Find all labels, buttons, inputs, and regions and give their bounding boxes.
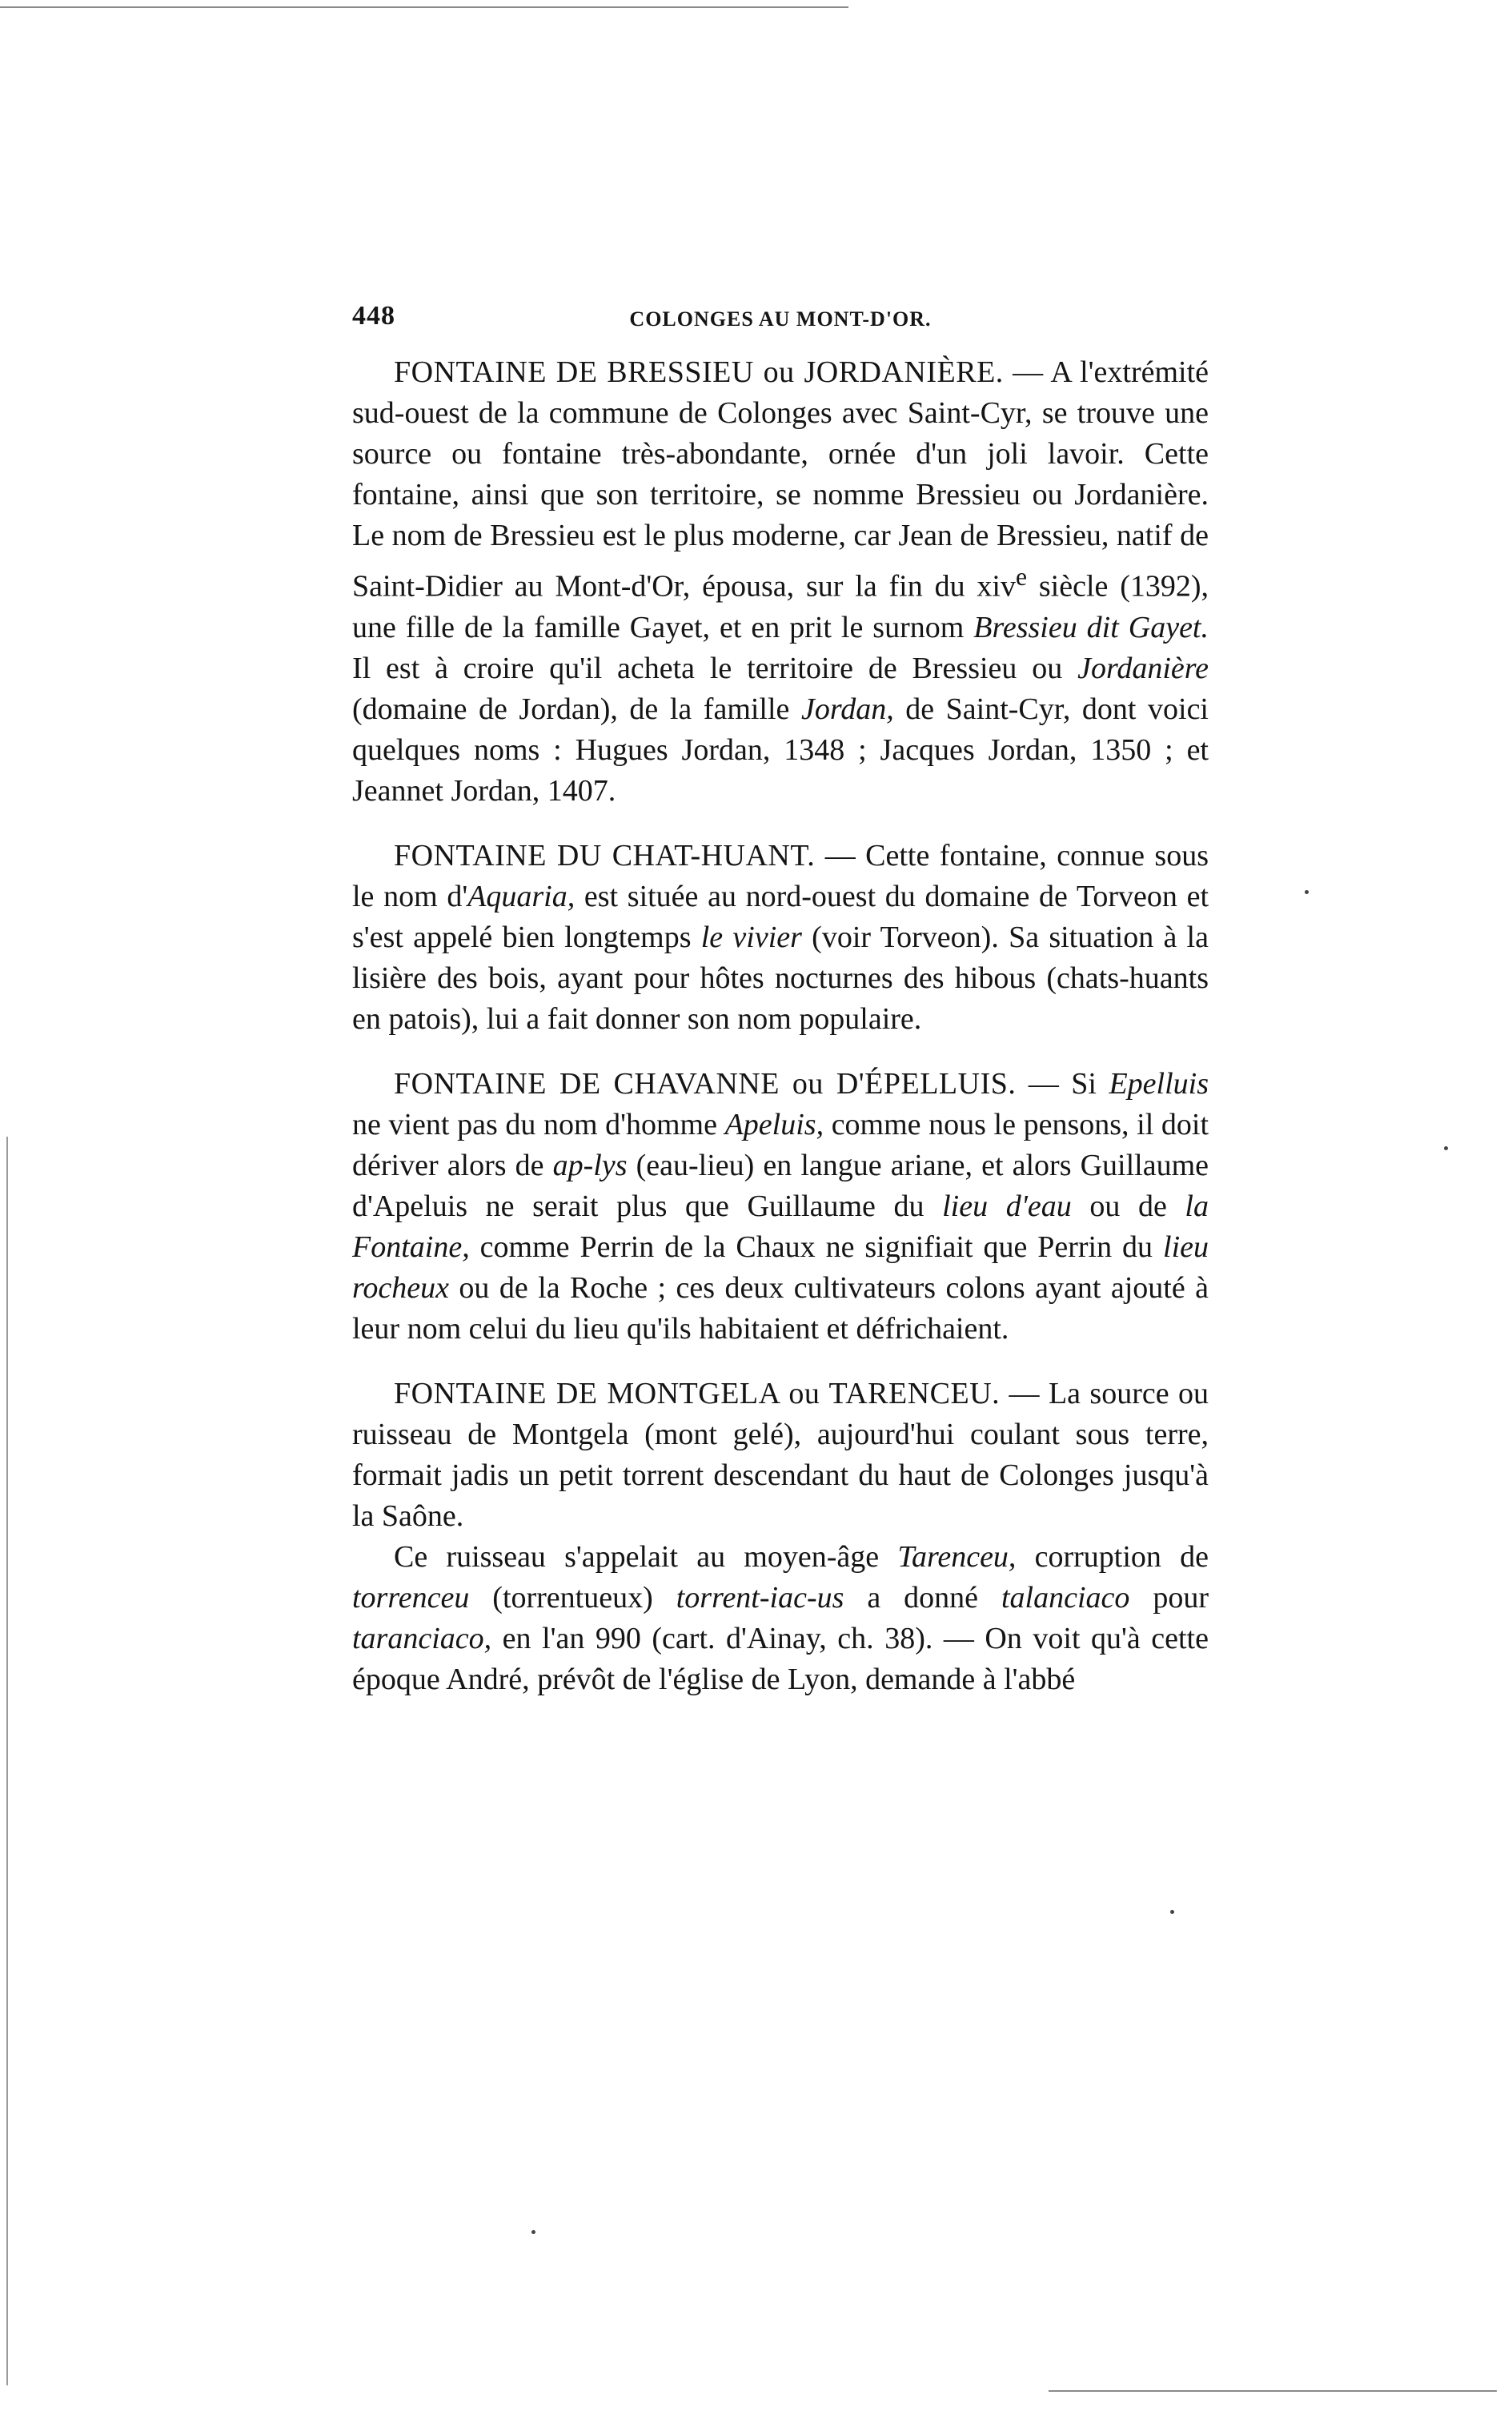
running-title: COLONGES AU MONT-D'OR. xyxy=(629,307,932,331)
paragraph xyxy=(352,352,1209,812)
italic-term: taranciaco, xyxy=(352,1621,492,1655)
italic-term: Jordanière xyxy=(1077,651,1209,685)
text-run: siècle (1392), une fille de la famille Gayet, et en prit le surnom xyxy=(352,569,1209,644)
text-run: (torrentueux) xyxy=(469,1580,676,1615)
text-run: comme nous le pensons, il doit dériver alors de xyxy=(352,1107,1209,1182)
italic-term: talanciaco xyxy=(1001,1580,1130,1615)
text-run: (voir Torveon). Sa situation à la lisière des bois, ayant pour hôtes nocturnes des hibous (chats-huants en patois), lui a fait donner son nom populaire. xyxy=(352,920,1209,1036)
italic-term: lieu rocheux xyxy=(352,1230,1209,1305)
italic-term: Bressieu dit Gayet. xyxy=(973,610,1209,644)
text-run: est située au nord-ouest du domaine de Torveon et s'est appelé bien longtemps xyxy=(352,879,1209,954)
scan-edge-left xyxy=(6,1137,8,2385)
text-run: (eau-lieu) en langue ariane, et alors Guillaume d'Apeluis ne serait plus que Guillaume du xyxy=(352,1148,1209,1223)
text-run: comme Perrin de la Chaux ne signifiait que Perrin du xyxy=(469,1230,1164,1264)
text-run: — Si xyxy=(1016,1066,1109,1101)
italic-term: Epelluis xyxy=(1109,1066,1209,1101)
text-run: a donné xyxy=(844,1580,1001,1615)
italic-term: torrent-iac-us xyxy=(676,1580,844,1615)
text-run: ne vient pas du nom d'homme xyxy=(352,1107,725,1141)
scan-speck xyxy=(1170,1910,1174,1914)
scan-edge-top xyxy=(0,6,848,8)
text-run: Ce ruisseau s'appelait au moyen-âge xyxy=(394,1539,898,1574)
text-run: Il est à croire qu'il acheta le territoire de Bressieu ou xyxy=(352,651,1078,685)
body-text xyxy=(352,352,1209,1700)
scan-speck xyxy=(1305,890,1309,894)
italic-term: Aquaria, xyxy=(467,879,576,913)
section-title: FONTAINE DE MONTGELA ou TARENCEU. xyxy=(394,1376,1001,1410)
text-run: pour xyxy=(1129,1580,1209,1615)
section-title: FONTAINE DU CHAT-HUANT. xyxy=(394,838,816,873)
text-run: — Cette fontaine, connue sous le nom d' xyxy=(352,838,1209,913)
text-run: (domaine de Jordan), de la famille xyxy=(352,692,801,726)
paragraph xyxy=(352,1064,1209,1350)
italic-term: torrenceu xyxy=(352,1580,470,1615)
superscript: e xyxy=(1015,563,1028,591)
text-run: ou de xyxy=(1071,1189,1185,1223)
italic-term: ap-lys xyxy=(552,1148,628,1182)
italic-term: la Fontaine, xyxy=(352,1189,1209,1264)
italic-term: Jordan, xyxy=(800,692,894,726)
text-run: — La source ou ruisseau de Montgela (mont gelé), aujourd'hui coulant sous terre, formait jadis un petit torrent descendant du haut de Colonges jusqu'à la Saône. xyxy=(352,1376,1209,1533)
italic-term: Tarenceu, xyxy=(897,1539,1017,1574)
italic-term: lieu d'eau xyxy=(942,1189,1072,1223)
paragraph xyxy=(352,836,1209,1040)
page-number: 448 xyxy=(352,301,395,331)
text-run: — A l'extrémité sud-ouest de la commune de Colonges avec Saint-Cyr, se trouve une source ou fontaine très-abondante, ornée d'un joli lavoir. Cette fontaine, ainsi que son territoire, se nomme Bressieu ou Jordanière. Le nom de Bressieu est le plus moderne, car Jean de Bressieu, natif de Saint-Didier au Mont-d'Or, épousa, sur la fin du xiv xyxy=(352,355,1209,604)
scan-edge-bottom xyxy=(1049,2390,1497,2392)
scan-speck xyxy=(531,2230,535,2234)
paragraph xyxy=(352,1374,1209,1537)
text-run: ou de la Roche ; ces deux cultivateurs colons ayant ajouté à leur nom celui du lieu qu'ils habitaient et défrichaient. xyxy=(352,1270,1209,1346)
italic-term: Apeluis, xyxy=(724,1107,824,1141)
paragraph xyxy=(352,1537,1209,1700)
italic-term: le vivier xyxy=(700,920,802,954)
text-run: de Saint-Cyr, dont voici quelques noms : Hugues Jordan, 1348 ; Jacques Jordan, 1350 ; et Jeannet Jordan, 1407. xyxy=(352,692,1209,808)
section-title: FONTAINE DE BRESSIEU ou JORDANIÈRE. xyxy=(394,355,1004,389)
section-title: FONTAINE DE CHAVANNE ou D'ÉPELLUIS. xyxy=(394,1066,1017,1101)
running-head xyxy=(352,301,1209,341)
text-run: corruption de xyxy=(1016,1539,1209,1574)
scan-speck xyxy=(1444,1146,1448,1150)
text-run: en l'an 990 (cart. d'Ainay, ch. 38). — On voit qu'à cette époque André, prévôt de l'église de Lyon, demande à l'abbé xyxy=(352,1621,1209,1696)
